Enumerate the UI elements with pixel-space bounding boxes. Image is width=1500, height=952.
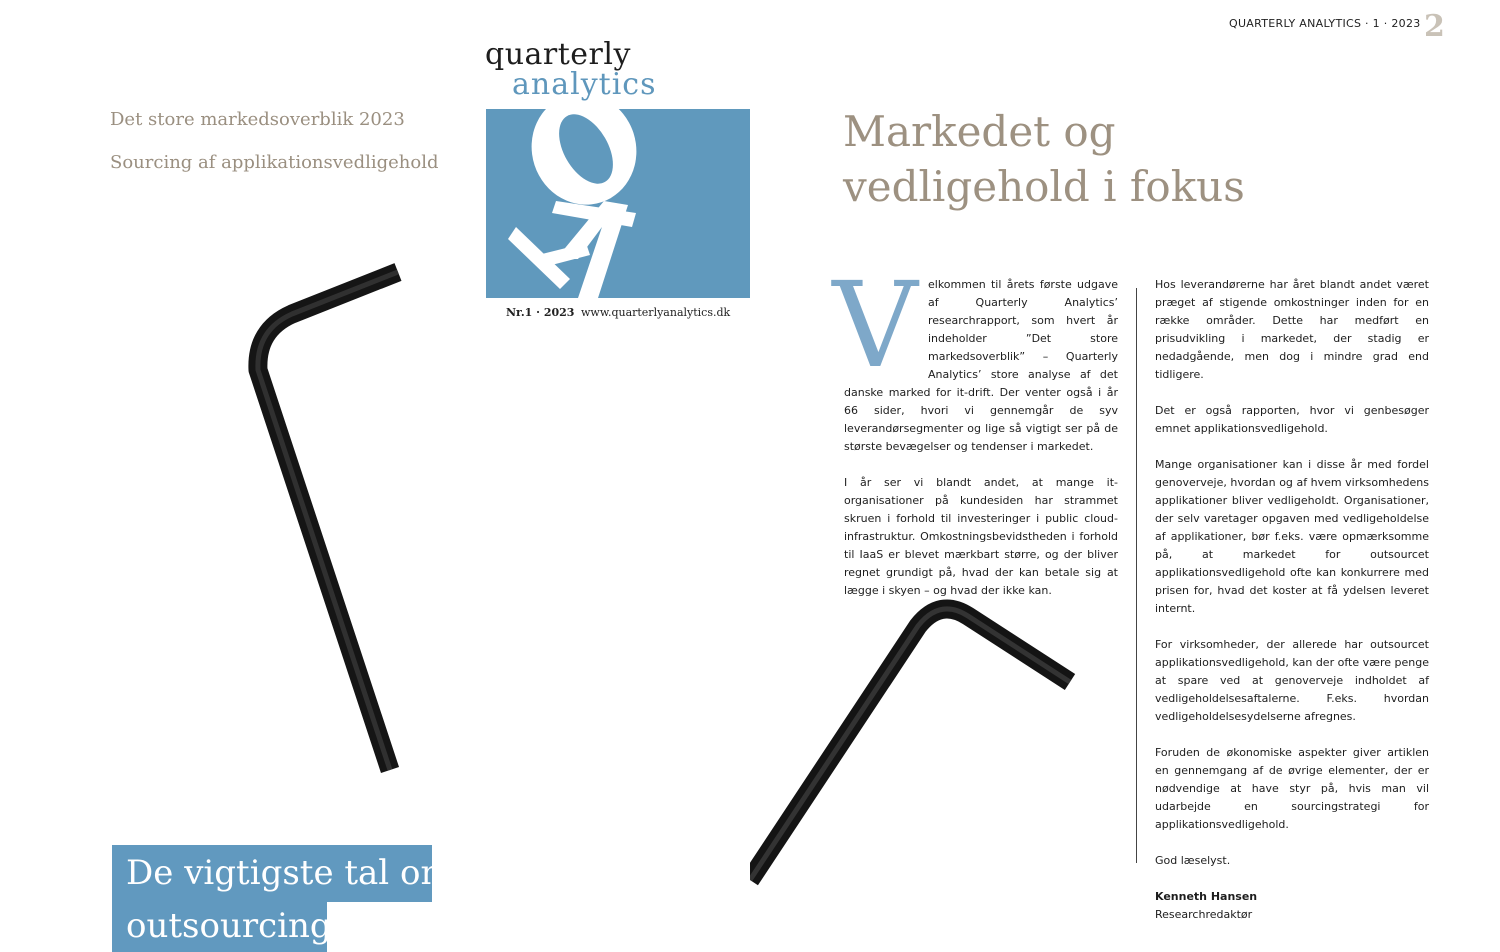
author-role: Researchredaktør xyxy=(1155,908,1253,921)
article-paragraph: Mange organisationer kan i disse år med fordel genoverveje, hvordan og af hvem virksomhedens applikationer bliver vedligeholdt. Organisationer, der selv varetager opgaven med vedligeholdelse af applikationer, bør f.eks. være opmærksomme på, at markedet for outsourcet applikationsvedligehold ofte kan konkurrere med prisen for, hvad det koster at få ydelsen leveret internt. xyxy=(1155,458,1429,615)
author-name: Kenneth Hansen xyxy=(1155,890,1258,903)
subhead-market-overview: Det store markedsoverblik 2023 xyxy=(110,109,405,130)
author-signature xyxy=(1155,888,1429,924)
article-paragraph: For virksomheder, der allerede har outsourcet applikationsvedligehold, kan der ofte være penge at spare ved at genoverveje indholdet af vedligeholdelsesaftalerne. F.eks. hvordan vedligeholdelsesydelserne afregnes. xyxy=(1155,638,1429,723)
article-column-right xyxy=(1155,276,1429,924)
article-paragraph-text: elkommen til årets første udgave af Quarterly Analytics’ researchrapport, som hvert år indeholder ”Det store markedsoverblik” – Quarterly Analytics’ store analyse af det danske marked for it-drift. Der venter også i år 66 sider, hvori vi gennemgår de syv leverandørsegmenter og lige så vigtigt ser på de største bevægelser og tendenser i markedet. xyxy=(844,278,1118,453)
drop-cap: V xyxy=(832,256,918,394)
article-paragraph xyxy=(832,256,1118,456)
article-paragraph: Foruden de økonomiske aspekter giver artiklen en gennemgang af de øvrige elementer, der er nødvendige at have styr på, hvis man vil udarbejde en sourcingstrategi for applikationsvedligehold. xyxy=(1155,746,1429,831)
issue-number: Nr.1 · 2023 xyxy=(506,306,575,319)
subhead-sourcing: Sourcing af applikationsvedligehold xyxy=(110,152,439,173)
website-link[interactable]: www.quarterlyanalytics.dk xyxy=(581,306,731,319)
hex-key-small-image xyxy=(750,590,1080,890)
article-title xyxy=(843,104,1245,214)
column-divider xyxy=(1136,288,1137,863)
article-paragraph: Hos leverandørerne har året blandt andet været præget af stigende omkostninger inden for en række områder. Dette har medført en prisudvikling i markedet, der stadig er nedadgående, men dog i mindre grad end tidligere. xyxy=(1155,278,1429,381)
article-column-left xyxy=(832,256,1118,618)
article-paragraph: God læselyst. xyxy=(1155,854,1231,867)
qa-monogram-logo xyxy=(486,109,750,298)
running-header: QUARTERLY ANALYTICS · 1 · 2023 xyxy=(1229,17,1421,30)
highlight-heading-line-1: De vigtigste tal om xyxy=(112,845,432,902)
article-paragraph: I år ser vi blandt andet, at mange it-organisationer på kundesiden har strammet skruen i forhold til investeringer i public cloud-infrastruktur. Omkostningsbevidstheden i forhold til IaaS er blevet mærkbart større, og der bliver regnet grundigt på, hvad der kan betale sig at lægge i skyen – og hvad der ikke kan. xyxy=(844,476,1118,597)
page-number: 2 xyxy=(1424,9,1445,44)
logo-wordmark-analytics: analytics xyxy=(512,67,657,102)
logo-wordmark-quarterly: quarterly xyxy=(485,37,631,72)
article-title-line-2: vedligehold i fokus xyxy=(843,162,1245,211)
logo-monogram-box xyxy=(486,109,750,298)
hex-key-large-image xyxy=(230,250,420,790)
article-title-line-1: Markedet og xyxy=(843,107,1116,156)
article-paragraph: Det er også rapporten, hvor vi genbesøger emnet applikationsvedligehold. xyxy=(1155,404,1429,435)
highlight-heading-line-2: outsourcing xyxy=(112,902,327,952)
